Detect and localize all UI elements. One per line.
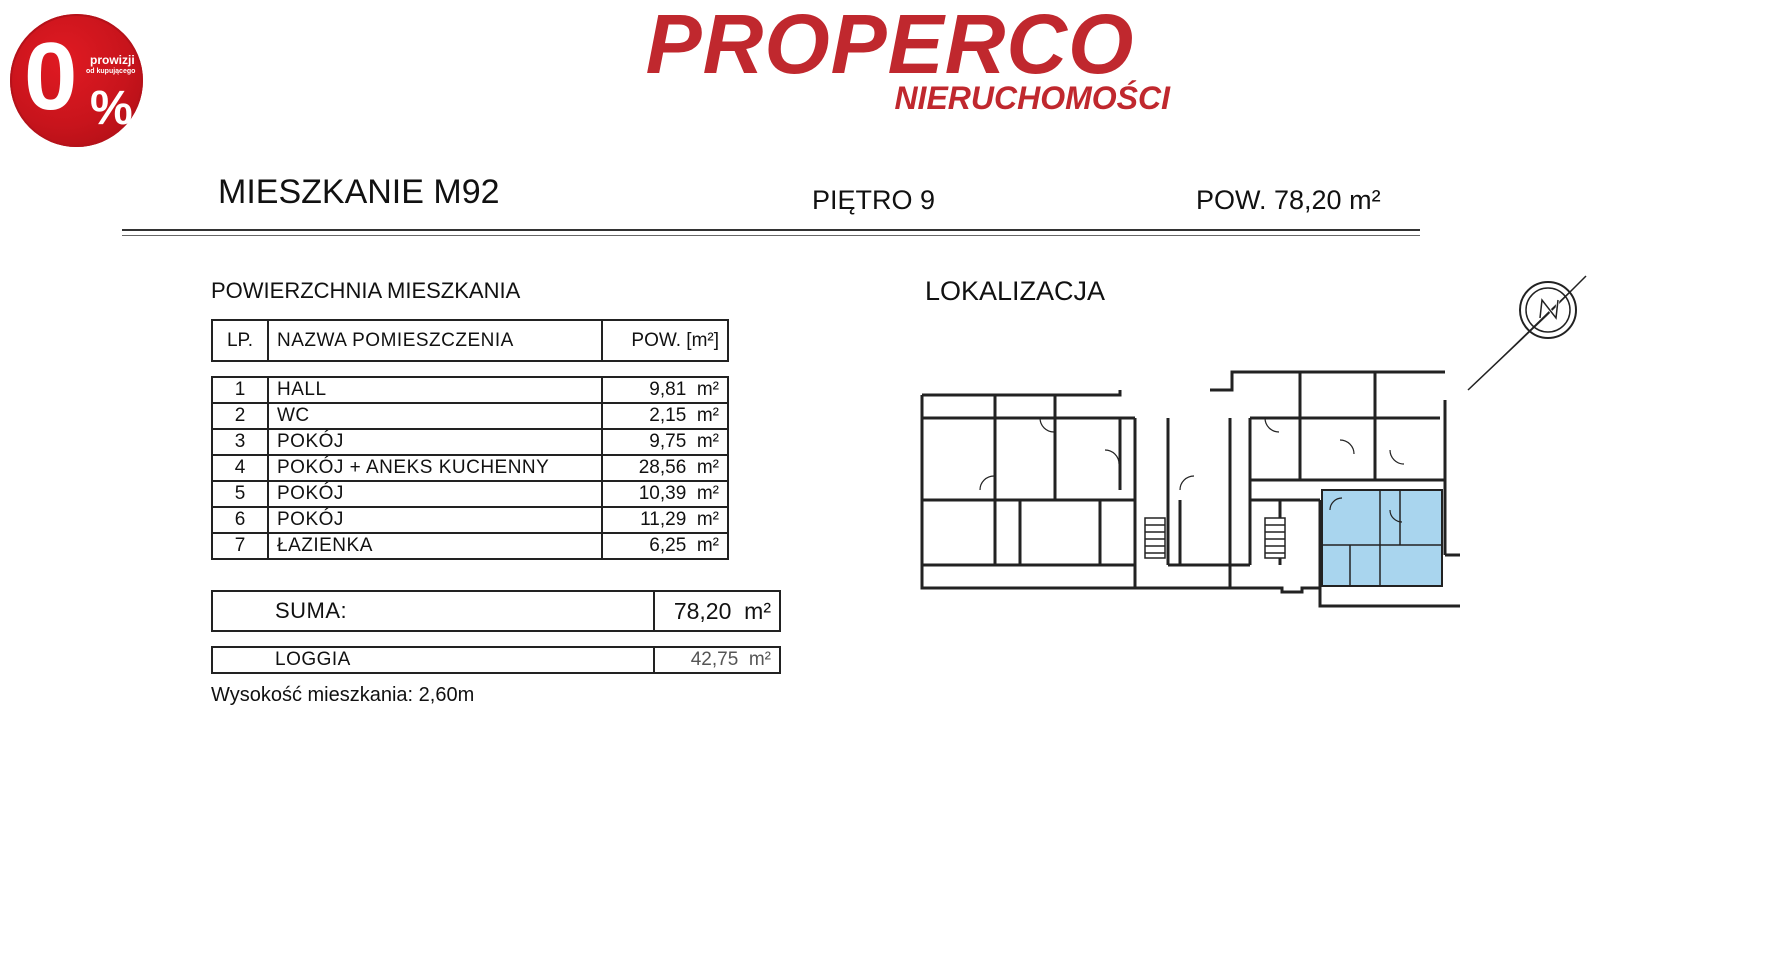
floor-plan (920, 370, 1460, 610)
header-divider (122, 229, 1420, 231)
table-row (212, 455, 728, 481)
row-lp: 3 (212, 429, 268, 455)
row-area-value: 6,25 (649, 535, 687, 556)
total-area-unit: m² (744, 597, 771, 624)
row-lp: 4 (212, 455, 268, 481)
col-area: POW. [m²] (602, 320, 728, 361)
row-area-value: 2,15 (649, 405, 687, 426)
row-area-value: 28,56 (638, 457, 687, 478)
row-area (602, 481, 728, 507)
rooms-table (211, 376, 729, 560)
row-area (602, 403, 728, 429)
table-row (212, 429, 728, 455)
row-area-unit: m² (696, 457, 719, 478)
floor-label: PIĘTRO 9 (812, 185, 936, 215)
table-row (212, 377, 728, 403)
row-area-value: 9,81 (649, 379, 687, 400)
row-area-unit: m² (696, 483, 719, 504)
row-area-unit: m² (696, 509, 719, 530)
table-row (212, 533, 728, 559)
row-lp: 7 (212, 533, 268, 559)
badge-line2: od kupującego (86, 68, 136, 75)
total-area-value: 78,20 (673, 597, 732, 624)
row-area-value: 11,29 (640, 509, 687, 530)
row-lp: 2 (212, 403, 268, 429)
row-area (602, 507, 728, 533)
row-name: POKÓJ (268, 507, 602, 533)
loggia-area-value: 42,75 (690, 649, 739, 670)
row-lp: 6 (212, 507, 268, 533)
table-header (211, 319, 729, 362)
total-area (654, 591, 780, 631)
row-name: POKÓJ (268, 481, 602, 507)
loggia-area (654, 647, 780, 673)
row-lp: 5 (212, 481, 268, 507)
row-lp: 1 (212, 377, 268, 403)
row-area-unit: m² (696, 379, 719, 400)
row-name: POKÓJ (268, 429, 602, 455)
total-label: SUMA: (212, 591, 654, 631)
badge-zero: 0 (24, 23, 76, 130)
zero-commission-badge (10, 14, 143, 147)
col-lp: LP. (212, 320, 268, 361)
loggia-label: LOGGIA (212, 647, 654, 673)
total-table (211, 590, 781, 632)
height-note: Wysokość mieszkania: 2,60m (211, 684, 475, 706)
row-area (602, 429, 728, 455)
row-area (602, 377, 728, 403)
row-name: ŁAZIENKA (268, 533, 602, 559)
row-name: HALL (268, 377, 602, 403)
logo-sub: NIERUCHOMOŚCI (894, 80, 1170, 116)
apartment-highlight (1322, 490, 1442, 586)
table-row (212, 507, 728, 533)
row-area (602, 533, 728, 559)
row-area-value: 9,75 (649, 431, 687, 452)
area-label: POW. 78,20 m² (1196, 185, 1381, 215)
row-name: POKÓJ + ANEKS KUCHENNY (268, 455, 602, 481)
row-area-value: 10,39 (638, 483, 687, 504)
loggia-table (211, 646, 781, 674)
row-area-unit: m² (696, 431, 719, 452)
row-area-unit: m² (696, 535, 719, 556)
row-area-unit: m² (696, 405, 719, 426)
table-title: POWIERZCHNIA MIESZKANIA (211, 278, 521, 303)
location-title: LOKALIZACJA (925, 276, 1106, 306)
header-divider-thin (122, 235, 1420, 236)
north-arrow-icon (1462, 270, 1592, 400)
loggia-area-unit: m² (748, 649, 771, 670)
col-name: NAZWA POMIESZCZENIA (268, 320, 602, 361)
logo-brand: PROPERCO (645, 0, 1135, 91)
row-name: WC (268, 403, 602, 429)
badge-percent: % (90, 82, 133, 135)
apartment-title: MIESZKANIE M92 (218, 173, 500, 211)
table-row (212, 481, 728, 507)
badge-line1: prowizji (90, 53, 135, 67)
row-area (602, 455, 728, 481)
table-row (212, 403, 728, 429)
